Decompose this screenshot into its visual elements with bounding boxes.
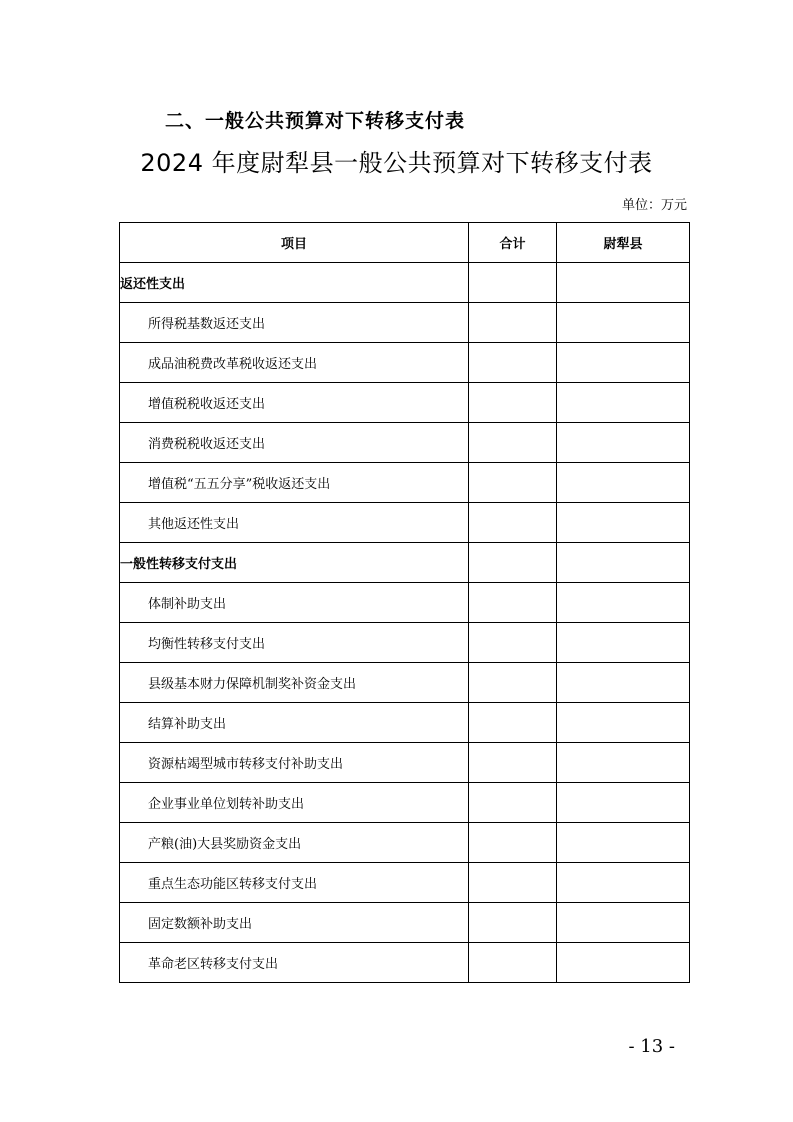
total-cell bbox=[469, 543, 557, 583]
county-cell bbox=[557, 423, 690, 463]
item-label: 企业事业单位划转补助支出 bbox=[120, 783, 469, 823]
county-cell bbox=[557, 263, 690, 303]
page-title: 2024 年度尉犁县一般公共预算对下转移支付表 bbox=[140, 149, 653, 177]
table-row bbox=[120, 543, 690, 583]
table-row bbox=[120, 583, 690, 623]
county-cell bbox=[557, 383, 690, 423]
table-row bbox=[120, 863, 690, 903]
table-row bbox=[120, 303, 690, 343]
column-header-item: 项目 bbox=[120, 223, 469, 263]
table-row bbox=[120, 503, 690, 543]
county-cell bbox=[557, 823, 690, 863]
county-cell bbox=[557, 703, 690, 743]
county-cell bbox=[557, 583, 690, 623]
table-row bbox=[120, 743, 690, 783]
table-row bbox=[120, 263, 690, 303]
item-label: 所得税基数返还支出 bbox=[120, 303, 469, 343]
item-label: 产粮(油)大县奖励资金支出 bbox=[120, 823, 469, 863]
county-cell bbox=[557, 543, 690, 583]
table-row bbox=[120, 823, 690, 863]
item-label: 成品油税费改革税收返还支出 bbox=[120, 343, 469, 383]
item-label: 均衡性转移支付支出 bbox=[120, 623, 469, 663]
transfer-payment-table bbox=[119, 222, 690, 983]
county-cell bbox=[557, 303, 690, 343]
total-cell bbox=[469, 743, 557, 783]
table-row bbox=[120, 903, 690, 943]
total-cell bbox=[469, 423, 557, 463]
county-cell bbox=[557, 623, 690, 663]
item-label: 固定数额补助支出 bbox=[120, 903, 469, 943]
county-cell bbox=[557, 463, 690, 503]
category-label: 一般性转移支付支出 bbox=[120, 543, 469, 583]
item-label: 县级基本财力保障机制奖补资金支出 bbox=[120, 663, 469, 703]
total-cell bbox=[469, 263, 557, 303]
total-cell bbox=[469, 583, 557, 623]
total-cell bbox=[469, 903, 557, 943]
total-cell bbox=[469, 863, 557, 903]
section-heading: 二、一般公共预算对下转移支付表 bbox=[165, 110, 466, 132]
unit-label: 单位：万元 bbox=[621, 198, 687, 213]
county-cell bbox=[557, 663, 690, 703]
item-label: 革命老区转移支付支出 bbox=[120, 943, 469, 983]
total-cell bbox=[469, 303, 557, 343]
table-row bbox=[120, 663, 690, 703]
table-row bbox=[120, 943, 690, 983]
table-row bbox=[120, 703, 690, 743]
total-cell bbox=[469, 623, 557, 663]
county-cell bbox=[557, 743, 690, 783]
table-row bbox=[120, 343, 690, 383]
item-label: 结算补助支出 bbox=[120, 703, 469, 743]
total-cell bbox=[469, 503, 557, 543]
category-label: 返还性支出 bbox=[120, 263, 469, 303]
county-cell bbox=[557, 503, 690, 543]
total-cell bbox=[469, 703, 557, 743]
county-cell bbox=[557, 343, 690, 383]
total-cell bbox=[469, 663, 557, 703]
item-label: 资源枯竭型城市转移支付补助支出 bbox=[120, 743, 469, 783]
total-cell bbox=[469, 823, 557, 863]
table-row bbox=[120, 463, 690, 503]
column-header-total: 合计 bbox=[469, 223, 557, 263]
item-label: 体制补助支出 bbox=[120, 583, 469, 623]
county-cell bbox=[557, 863, 690, 903]
table-body bbox=[120, 263, 690, 983]
table-row bbox=[120, 383, 690, 423]
total-cell bbox=[469, 783, 557, 823]
total-cell bbox=[469, 463, 557, 503]
page-number: - 13 - bbox=[628, 1036, 675, 1057]
column-header-county: 尉犁县 bbox=[557, 223, 690, 263]
item-label: 消费税税收返还支出 bbox=[120, 423, 469, 463]
item-label: 其他返还性支出 bbox=[120, 503, 469, 543]
county-cell bbox=[557, 783, 690, 823]
total-cell bbox=[469, 343, 557, 383]
item-label: 增值税税收返还支出 bbox=[120, 383, 469, 423]
county-cell bbox=[557, 903, 690, 943]
total-cell bbox=[469, 383, 557, 423]
table-row bbox=[120, 783, 690, 823]
item-label: 重点生态功能区转移支付支出 bbox=[120, 863, 469, 903]
total-cell bbox=[469, 943, 557, 983]
item-label: 增值税“五五分享”税收返还支出 bbox=[120, 463, 469, 503]
table-row bbox=[120, 423, 690, 463]
table-row bbox=[120, 623, 690, 663]
county-cell bbox=[557, 943, 690, 983]
table-header-row bbox=[120, 223, 690, 263]
